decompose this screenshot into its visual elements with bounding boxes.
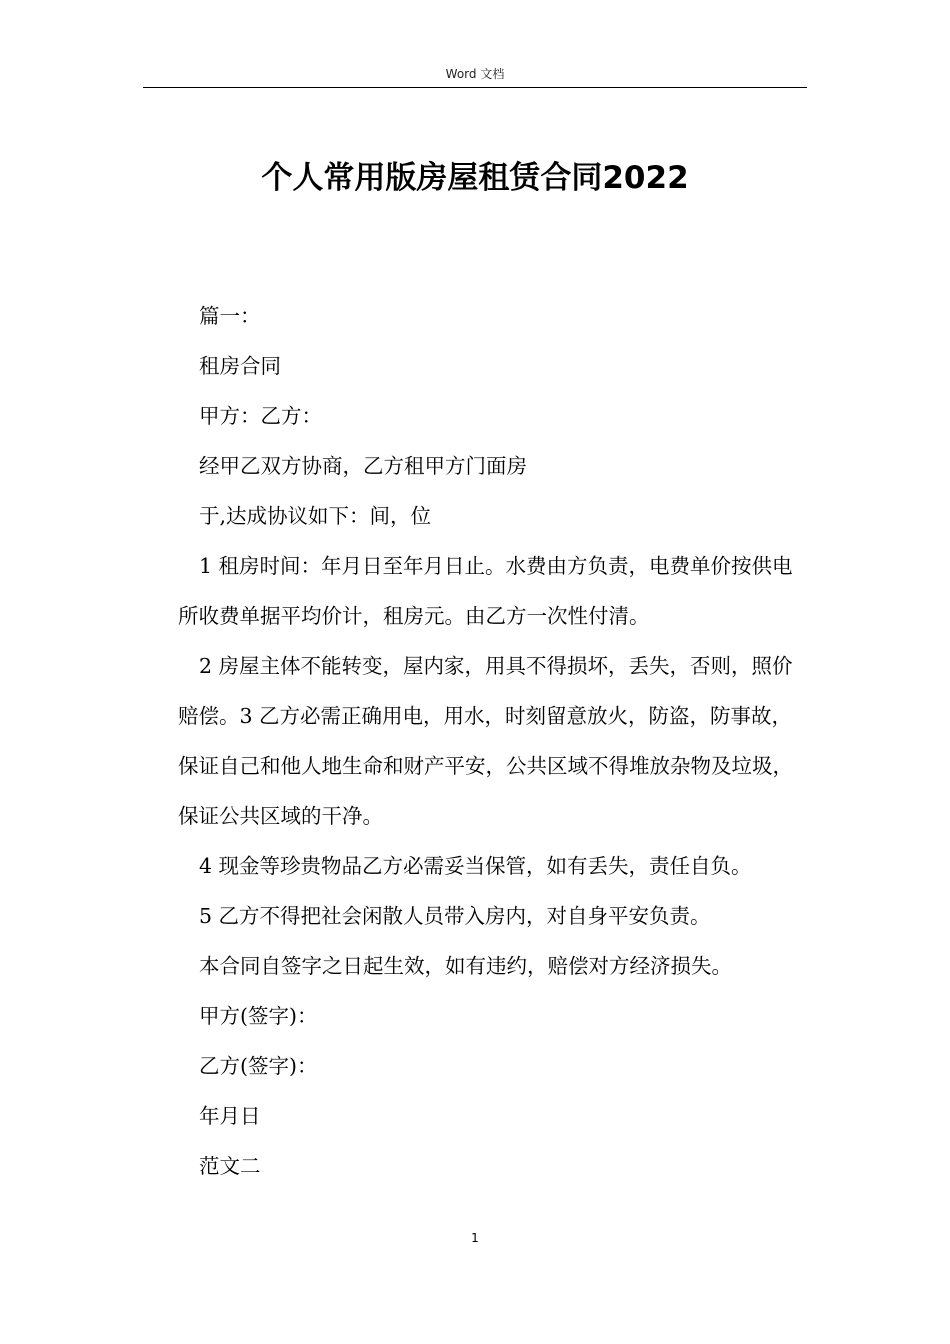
paragraph-section-label: 篇一： xyxy=(199,304,261,328)
paragraph-clause-1: 1 租房时间：年月日至年月日止。水费由方负责，电费单价按供电所收费单据平均价计，租房元。由乙方一次性付清。 xyxy=(178,554,793,628)
signature-date: 年月日 xyxy=(199,1104,261,1128)
paragraph-effective-date: 本合同自签字之日起生效，如有违约，赔偿对方经济损失。 xyxy=(199,954,732,978)
paragraph-next-sample: 范文二 xyxy=(199,1154,261,1178)
paragraph-clause-5: 5 乙方不得把社会闲散人员带入房内，对自身平安负责。 xyxy=(199,904,711,928)
paragraph-agreement-intro: 经甲乙双方协商，乙方租甲方门面房 xyxy=(199,454,527,478)
signature-party-a: 甲方(签字)： xyxy=(199,1004,318,1028)
document-body xyxy=(178,291,804,1191)
page-number: 1 xyxy=(471,1231,479,1245)
paragraph-agreement-location: 于,达成协议如下：间，位 xyxy=(199,504,432,528)
signature-party-b: 乙方(签字)： xyxy=(199,1054,318,1078)
page-header: Word 文档 xyxy=(445,67,505,81)
paragraph-clause-2-3: 2 房屋主体不能转变，屋内家，用具不得损坏，丢失，否则，照价赔偿。3 乙方必需正确用电，用水，时刻留意放火，防盗，防事故，保证自己和他人地生命和财产平安，公共区域不得堆放杂物及垃圾，保证公共区域的干净。 xyxy=(178,654,793,828)
paragraph-contract-heading: 租房合同 xyxy=(199,354,281,378)
header-divider xyxy=(143,87,807,88)
paragraph-clause-4: 4 现金等珍贵物品乙方必需妥当保管，如有丢失，责任自负。 xyxy=(199,854,752,878)
paragraph-parties: 甲方：乙方： xyxy=(199,404,322,428)
document-title: 个人常用版房屋租赁合同2022 xyxy=(261,160,689,196)
